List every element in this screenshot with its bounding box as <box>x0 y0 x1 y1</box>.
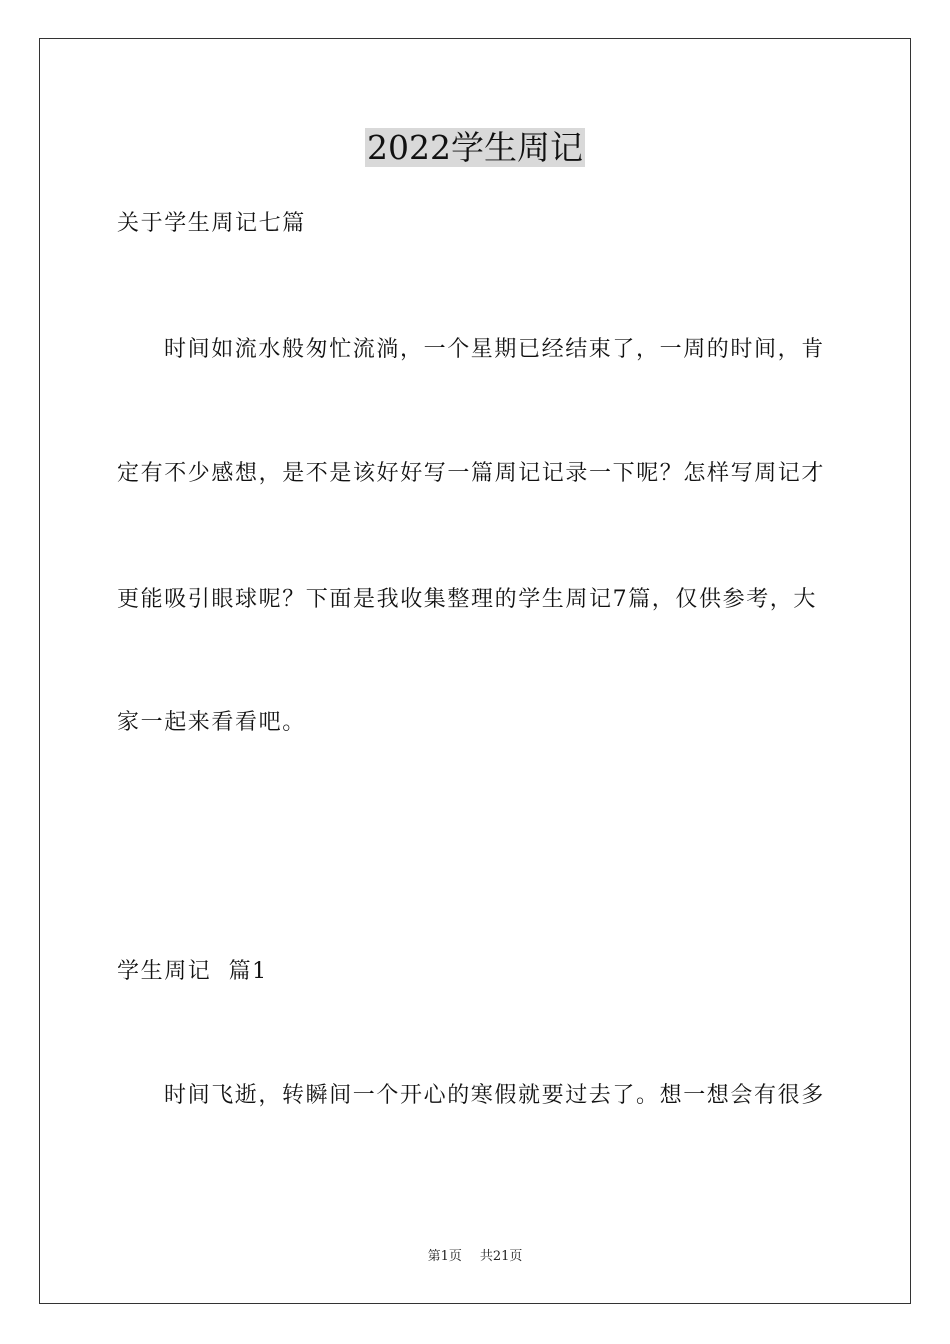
paragraph-line: 更能吸引眼球呢？下面是我收集整理的学生周记7篇，仅供参考，大 <box>117 587 817 612</box>
document-title <box>0 126 950 170</box>
page-footer <box>0 1248 950 1266</box>
paragraph-line: 定有不少感想，是不是该好好写一篇周记记录一下呢？怎样写周记才 <box>117 461 826 486</box>
section-heading: 学生周记 篇1 <box>117 959 268 984</box>
page-number: 第1页 <box>427 1249 462 1264</box>
intro-heading: 关于学生周记七篇 <box>117 211 306 236</box>
paragraph-line: 时间如流水般匆忙流淌，一个星期已经结束了，一周的时间，肯 <box>164 337 825 362</box>
page-total: 共21页 <box>479 1249 523 1264</box>
paragraph-line: 时间飞逝，转瞬间一个开心的寒假就要过去了。想一想会有很多 <box>164 1083 825 1108</box>
document-title-text: 2022学生周记 <box>367 128 583 167</box>
paragraph-line: 家一起来看看吧。 <box>117 710 306 735</box>
